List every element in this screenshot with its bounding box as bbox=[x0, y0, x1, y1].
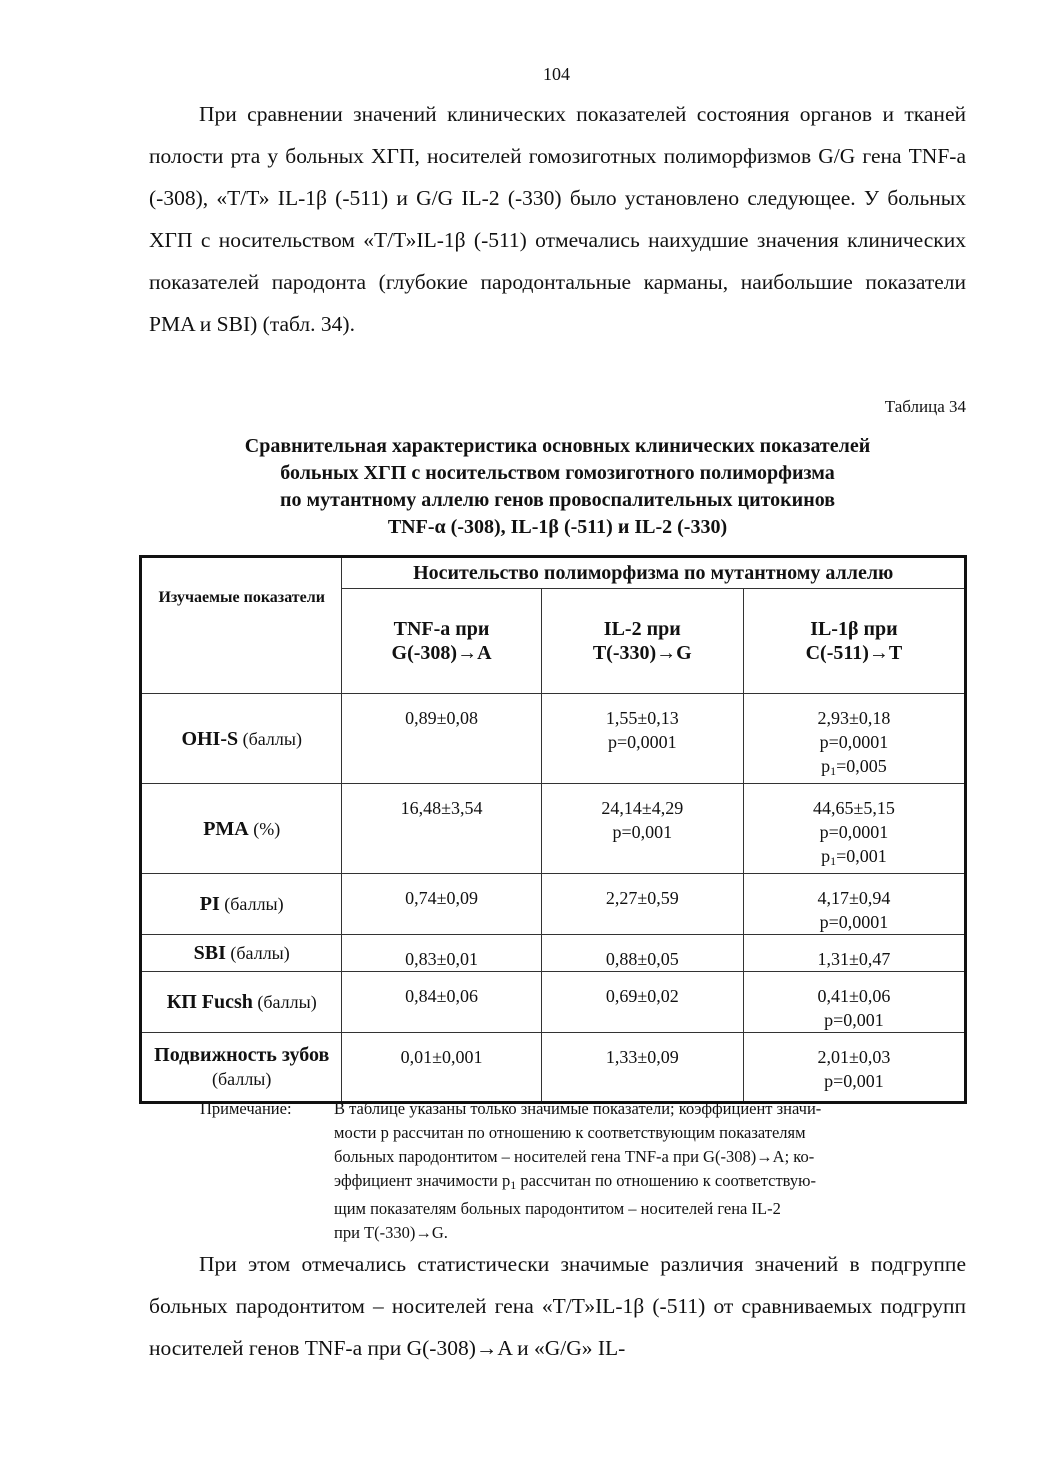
value-line: 2,93±0,18 bbox=[817, 708, 891, 728]
value-line: 16,48±3,54 bbox=[400, 798, 483, 818]
column-header-line: IL-1β при bbox=[810, 618, 898, 640]
column-header-il2 bbox=[541, 589, 743, 694]
table-title-line: TNF-α (-308), IL-1β (-511) и IL-2 (-330) bbox=[387, 516, 728, 538]
value-line: 1,31±0,47 bbox=[817, 949, 891, 969]
value-cell bbox=[342, 935, 541, 972]
value-cell bbox=[743, 1033, 965, 1103]
value-cell bbox=[541, 784, 743, 874]
note-line: эффициент значимости p1 рассчитан по отношению к соответствую- bbox=[334, 1171, 816, 1192]
row-name-cell bbox=[141, 784, 342, 874]
note-line: щим показателям больных пародонтитом – носителей гена IL-2 bbox=[334, 1199, 781, 1218]
value-line: 0,84±0,06 bbox=[405, 986, 478, 1006]
indicator-name: OHI-S bbox=[181, 727, 239, 750]
row-name-cell bbox=[141, 874, 342, 935]
note-line: В таблице указаны только значимые показатели; коэффициент значи- bbox=[334, 1099, 822, 1118]
table-row bbox=[141, 784, 966, 874]
indicator-unit: (баллы) bbox=[212, 1069, 272, 1089]
value-line: p1=0,005 bbox=[821, 756, 887, 778]
value-cell bbox=[342, 874, 541, 935]
table-title-line: по мутантному аллелю генов провоспалительных цитокинов bbox=[279, 489, 836, 511]
row-header-cell: Изучаемые показатели bbox=[141, 557, 342, 694]
indicator-name: PMA bbox=[203, 817, 249, 840]
note-line: больных пародонтитом – носителей гена TNF-a при G(-308)→A; ко- bbox=[334, 1147, 815, 1166]
column-header-tnf bbox=[342, 589, 541, 694]
table-row bbox=[141, 694, 966, 784]
value-cell bbox=[541, 1033, 743, 1103]
value-line: p=0,0001 bbox=[819, 822, 889, 842]
value-cell bbox=[541, 935, 743, 972]
value-line: p1=0,001 bbox=[821, 846, 887, 868]
table-row bbox=[141, 935, 966, 972]
table-body bbox=[141, 694, 966, 1103]
value-cell bbox=[342, 972, 541, 1033]
value-line: p=0,0001 bbox=[819, 732, 889, 752]
indicator-unit: (баллы) bbox=[242, 728, 302, 749]
column-header-line: IL-2 при bbox=[603, 618, 681, 640]
conclusion-paragraph: При этом отмечались статистически значимые различия значений в подгруппе больных пародонтитом – носителей гена «Т/Т»IL-1β (-511) от сравниваемых подгрупп носителей генов TNF-a при G(-308)→A и «G/G» IL- bbox=[149, 1252, 966, 1360]
value-line: p=0,001 bbox=[824, 1071, 884, 1091]
note-text bbox=[334, 1097, 966, 1245]
indicator-unit: (баллы) bbox=[224, 894, 284, 914]
value-line: 2,27±0,59 bbox=[605, 888, 679, 908]
value-cell bbox=[342, 1033, 541, 1103]
value-line: p=0,0001 bbox=[819, 912, 889, 932]
value-cell bbox=[743, 935, 965, 972]
table-label: Таблица 34 bbox=[884, 397, 966, 416]
table-row bbox=[141, 972, 966, 1033]
page-number: 104 bbox=[543, 64, 570, 84]
value-line: 0,89±0,08 bbox=[405, 708, 478, 728]
column-header-il1b bbox=[743, 589, 965, 694]
indicator-name: КП Fucsh bbox=[166, 991, 253, 1013]
intro-paragraph: При сравнении значений клинических показателей состояния органов и тканей полости рта у больных ХГП, носителей гомозиготных полиморфизмов G/G гена TNF-a (-308), «Т/Т» IL-1β (-511) и G/G IL-2 (-330) было установлено следующее. У больных ХГП с носительством «Т/Т»IL-1β (-511) отмечались наихудшие значения клинических показателей пародонта (глубокие пародонтальные карманы, наибольшие показатели PMA и SBI) (табл. 34). bbox=[149, 102, 966, 336]
value-line: p=0,001 bbox=[824, 1010, 884, 1030]
value-cell bbox=[342, 694, 541, 784]
value-cell bbox=[541, 874, 743, 935]
table-title-line: Сравнительная характеристика основных клинических показателей bbox=[244, 435, 871, 457]
value-line: p=0,0001 bbox=[607, 732, 677, 752]
value-line: 0,69±0,02 bbox=[605, 986, 679, 1006]
row-name-cell bbox=[141, 935, 342, 972]
group-header-cell: Носительство полиморфизма по мутантному аллелю bbox=[342, 557, 966, 589]
value-line: p=0,001 bbox=[612, 822, 673, 842]
value-cell bbox=[541, 694, 743, 784]
column-header-line: G(-308)→A bbox=[391, 642, 492, 664]
value-line: 1,33±0,09 bbox=[605, 1047, 679, 1067]
value-line: 44,65±5,15 bbox=[813, 798, 895, 818]
value-line: 24,14±4,29 bbox=[601, 798, 684, 818]
value-cell bbox=[743, 874, 965, 935]
value-line: 0,01±0,001 bbox=[400, 1047, 483, 1067]
row-name-cell bbox=[141, 694, 342, 784]
row-name-cell bbox=[141, 972, 342, 1033]
value-line: 0,41±0,06 bbox=[817, 986, 891, 1006]
column-header-line: T(-330)→G bbox=[592, 642, 692, 664]
table-title bbox=[149, 433, 966, 541]
indicator-name: PI bbox=[199, 893, 220, 915]
indicator-name: Подвижность зубов bbox=[154, 1044, 330, 1066]
value-line: 0,74±0,09 bbox=[405, 888, 478, 908]
clinical-indicators-table bbox=[139, 555, 967, 1104]
note-label: Примечание: bbox=[200, 1099, 292, 1118]
value-line: 1,55±0,13 bbox=[605, 708, 679, 728]
value-cell bbox=[342, 784, 541, 874]
value-cell bbox=[743, 784, 965, 874]
indicator-unit: (баллы) bbox=[257, 992, 317, 1012]
table-row bbox=[141, 1033, 966, 1103]
value-line: 0,83±0,01 bbox=[405, 949, 478, 969]
value-cell bbox=[743, 694, 965, 784]
column-header-line: TNF-a при bbox=[393, 618, 490, 640]
table-title-line: больных ХГП с носительством гомозиготного полиморфизма bbox=[280, 462, 835, 484]
table-row bbox=[141, 874, 966, 935]
value-line: 2,01±0,03 bbox=[817, 1047, 891, 1067]
value-line: 0,88±0,05 bbox=[605, 949, 679, 969]
note-line: мости р рассчитан по отношению к соответствующим показателям bbox=[334, 1123, 806, 1142]
indicator-name: SBI bbox=[193, 942, 226, 964]
row-name-cell bbox=[141, 1033, 342, 1103]
value-cell bbox=[541, 972, 743, 1033]
indicator-unit: (баллы) bbox=[230, 943, 290, 963]
note-line: при T(-330)→G. bbox=[334, 1223, 448, 1242]
value-line: 4,17±0,94 bbox=[817, 888, 891, 908]
value-cell bbox=[743, 972, 965, 1033]
column-header-line: C(-511)→T bbox=[805, 642, 903, 664]
indicator-unit: (%) bbox=[253, 818, 281, 839]
